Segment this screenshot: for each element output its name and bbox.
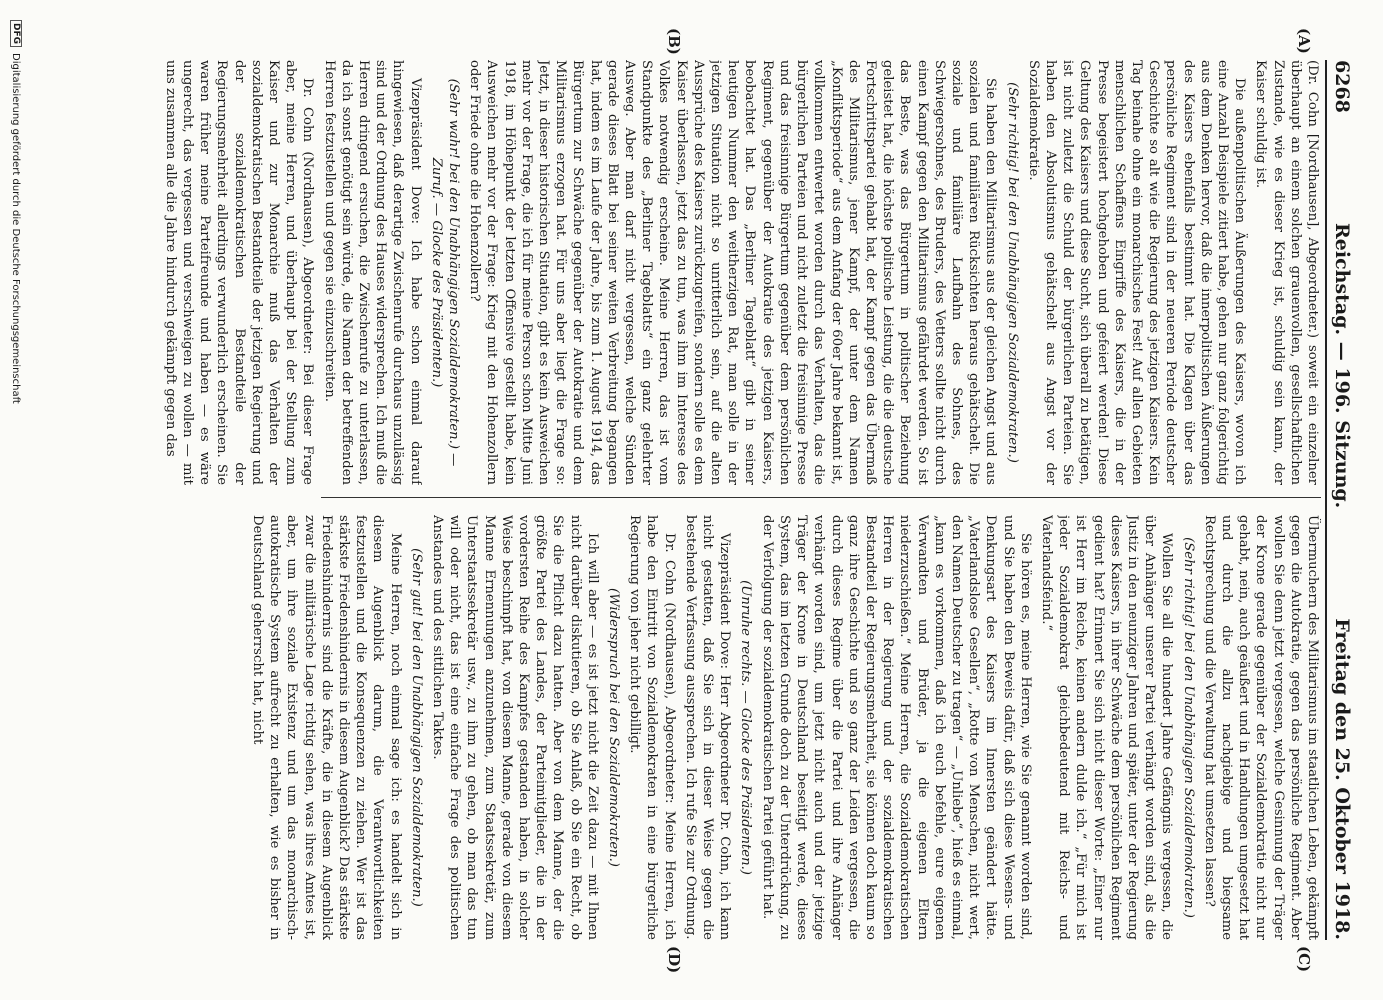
paragraph: Sie haben den Militarismus aus der gleichen Angst und aus sozialen und familiären Rücksichten heraus gehätschelt. Die soziale und familiäre Laufbahn des Sohnes, des Schwiegersohnes, des Bruders, des Vetters sollte nicht durch einen Kampf gegen den Militarismus gefährdet werden. So ist das Beste, was das Bürgertum in politischer Beziehung geleistet hat, die höchste politische Leistung, die die deutsche Fortschrittspartei gehabt hat, der Kampf gegen das Übermaß des Militarismus, jener Kampf, der unter dem Namen „Konfliktsperiode“ aus dem Anfang der 60er Jahre bekannt ist, vollkommen entwertet worden durch das Verhalten, das die bürgerlichen Parteien und nicht zuletzt die freisinnige Presse und das freisinnige Bürgertum gegenüber dem persönlichen Regiment, gegenüber der Autokratie des jetzigen Kaisers, beobachtet hat. Das „Berliner Tageblatt“ gibt in seiner heutigen Nummer den weitherzigen Rat, man solle in der jetzigen Situation nicht so unritterlich sein, auf die alten Aussprüche des Kaisers zurückzugreifen, sondern solle es dem Kaiser überlassen, jetzt das zu tun, was ihm im Interesse des Volkes notwendig erscheine. Meine Herren, das ist vom Standpunkte des „Berliner Tageblatts“ ein ganz gelehrter Ausweg. Aber man darf nicht vergessen, welche Sünden gerade dieses Blatt bei seiner weiten Verbreitung begangen hat, indem es im Laufe der Jahre, bis zum 1. August 1914, das Bürgertum zur Schwäche gegenüber der Autokratie und dem Militarismus erzogen hat. Für uns aber liegt die Frage so: Jetzt, in dieser historischen Situation, gibt es kein Ausweichen mehr vor der Frage, die ich für meine Person schon Mitte Juni 1918, im Höhepunkt der letzten Offensive gestellt habe, kein Ausweichen mehr vor der Frage: Krieg mit den Hohenzollern oder Friede ohne die Hohenzollern? <box>467 60 999 485</box>
paragraph: (Widerspruch bei den Sozialdemokraten.) <box>606 588 622 867</box>
paragraph: Die außenpolitischen Äußerungen des Kaisers, wovon ich eine Anzahl Beispiele zitiert habe, gehen nur ganz folgerichtig aus dem Denken hervor, daß die innerpolitischen Äußerungen des Kaisers ebenfalls bestimmt hat. Die Klagen über das persönliche Regiment sind in der neueren Periode deutscher Geschichte so alt wie die Regierung des jetzigen Kaisers. Kein Tag beinahe ohne ein monarchisches Fest! Auf allen Gebieten menschlichen Schaffens Eingriffe des Kaisers, die in der Presse begeistert hochgehoben und gefeiert werden! Diese Geltung des Kaisers und diese Sucht, sich überall zu betätigen, ist nicht zuletzt die Schuld der bürgerlichen Parteien. Sie haben den Absolutismus gehätschelt aus Angst vor der Sozialdemokratie. <box>1025 60 1248 485</box>
paragraph: (Sehr wahr! bei den Unabhängigen Sozialdemokraten.) — Zuruf. — Glocke des Präsidenten.) <box>428 78 462 467</box>
right-column <box>60 515 1321 940</box>
digitization-footer <box>10 20 22 404</box>
left-column <box>60 60 1321 485</box>
session-title: Reichstag. — 196. Sitzung. <box>1331 222 1353 509</box>
column-divider <box>321 497 1321 498</box>
margin-marker-b: (B) <box>665 28 683 55</box>
paragraph: Vizepräsident Dove: Herr Abgeordneter Dr. Cohn, ich kann nicht gestatten, daß Sie sich in dieser Weise gegen die bestehende Verfassung aussprechen. Ich rufe Sie zur Ordnung. <box>682 515 733 940</box>
paragraph: (Unruhe rechts. — Glocke des Präsidenten.) <box>738 580 754 875</box>
paragraph: Wollen Sie all die hundert Jahre Gefängnis vergessen, die über Anhänger unserer Partei verhängt worden sind, als die Justiz in den neunziger Jahren und später, unter der Regierung dieses Kaisers, in ihrer Schwäche dem persönlichen Regiment gedient hat? Erinnert Sie sich nicht dieser Worte: „Einer nur ist Herr im Reiche, keinen andern dulde ich.“ „Für mich ist jeder Sozialdemokrat gleichbedeutend mit Reichs- und Vaterlandsfeind.“ <box>1038 515 1175 940</box>
margin-marker-c: (C) <box>1295 946 1313 973</box>
paragraph: (Sehr richtig! bei den Unabhängigen Sozialdemokraten.) <box>1004 82 1020 463</box>
paragraph: Sie hören es, meine Herren, wie Sie genannt worden sind, und Sie haben den Beweis dafür, daß sich diese Wesens- und Denkungsart des Kaisers im Innersten geändert hätte. „Vaterlandslose Gesellen“, „Rotte von Menschen, nicht wert, den Namen Deutscher zu tragen“ — „Unliebe“, hieß es einmal, „kann es vorkommen, daß ich euch befehle, eure eigenen Verwandten und Brüder, ja die eigenen Eltern niederzuschießen.“ Meine Herren, die Sozialdemokratischen Herren in der Regierung und der sozialdemokratischen Bestandteil der Regierungsmehrheit, sie können doch kaum so ganz ihre Geschichte und so ganz der Leiden vergessen, die durch dieses Regime über die Partei und ihre Anhänger verhängt worden sind, um jetzt nicht auch und der jetzige Träger der Krone in Deutschland beseitigt werde, dieses System, das im letzten Grunde doch zu der Unterdrückung, zu der Verfolgung der sozialdemokratischen Partei geführt hat. <box>759 515 1033 940</box>
footer-text: Digitalisierung gefördert durch die Deutsche Forschungsgemeinschaft <box>10 53 22 404</box>
paragraph: Meine Herren, noch einmal sage ich: es handelt sich in diesem Augenblick darum, die Verantwortlichkeiten festzustellen und die Konsequenzen zu ziehen. Wer ist das stärkste Friedenshindernis in diesem Augenblick? Das stärkste Friedenshindernis sind die Kräfte, die in diesem Augenblick zwar die militärische Lage richtig sehen, was ihres Amtes ist, aber, um ihre soziale Existenz und um das monarchisch-autokratische System aufrecht zu erhalten, wie es bisher in Deutschland geherrscht hat, nicht <box>250 515 403 940</box>
paragraph: Vizepräsident Dove: Ich habe schon einmal darauf hingewiesen, daß derartige Zwischenrufe durchaus unzulässig sind und der Ordnung des Hauses widersprechen. Ich muß die Herren dringend ersuchen, die Zwischenrufe zu unterlassen, da ich sonst genötigt sein würde, die Namen der betreffenden Herren festzustellen und gegen sie einzuschreiten. <box>321 60 423 485</box>
margin-marker-a: (A) <box>1295 28 1313 54</box>
paragraph: (Sehr gut! bei den Unabhängigen Sozialdemokraten.) <box>408 548 424 907</box>
session-date: Freitag den 25. Oktober 1918. <box>1331 618 1353 940</box>
paragraph: Ich will aber — es ist jetzt nicht die Zeit dazu — mit Ihnen nicht darüber diskutieren, ob Sie Anlaß, ob Sie ein Recht, ob Sie die Pflicht dazu hatten. Aber von dem Manne, der die größte Partei des Landes, der Parteimitglieder, die in der vordersten Reihe des Kampfes gestanden haben, in solcher Weise beschimpft hat, von diesem Manne, gerade von diesem Manne Ernennungen anzunehmen, zum Staatssekretär, zum Unterstaatssekretär usw., zu ihm zu gehen, ob man das tun will oder nicht, das ist eine einfache Frage des politischen Anstandes und des sittlichen Taktes. <box>430 515 600 940</box>
paragraph: Übermuchern des Militarismus im staatlichen Leben, gekämpft gegen die Autokratie, gegen das persönliche Regiment. Aber wollen Sie denn jetzt vergessen, welche Gesinnung der Träger der Krone gerade gegenüber der Sozialdemokratie nicht nur gehabt, nein, auch geäußert und in Handlungen umgesetzt hat und durch die allzu nachgiebige und biegsame Rechtsprechung und die Verwaltung hat umsetzen lassen? <box>1201 515 1320 940</box>
margin-marker-d: (D) <box>665 946 683 974</box>
paragraph: (Dr. Cohn [Nordhausen], Abgeordneter.) soweit ein einzelner überhaupt an einem solchen grauenvollen, gesellschaftlichen Zustande, wie es dieser Krieg ist, schuldig sein kann, der Kaiser schuldig ist. <box>1253 60 1320 485</box>
page-number: 6268 <box>1331 60 1353 113</box>
dfg-logo: DFG <box>10 20 22 47</box>
paragraph: Dr. Cohn (Nordhausen), Abgeordneter: Meine Herren, ich habe den Eintritt von Sozialdemokraten in eine bürgerliche Regierung von jeher nicht gebilligt. <box>627 515 677 940</box>
page-header <box>1325 60 1365 940</box>
paragraph: Dr. Cohn (Nordhausen), Abgeordneter: Bei dieser Frage aber, meine Herren, und überhaupt bei der Stellung zum Kaiser und zur Monarchie muß das Verhalten der sozialdemokratischen Bestandteile der jetzigen Regierung und der sozialdemokratischen Bestandteile der Regierungsmehrheit allerdings verwunderlich erscheinen. Sie waren früher meine Parteifreunde und haben — es wäre ungerecht, das vergessen und verschweigen zu wollen — mit uns zusammen alle die Jahre hindurch gekämpft gegen das <box>162 60 316 485</box>
paragraph: (Sehr richtig! bei den Unabhängigen Sozialdemokraten.) <box>1180 537 1196 918</box>
